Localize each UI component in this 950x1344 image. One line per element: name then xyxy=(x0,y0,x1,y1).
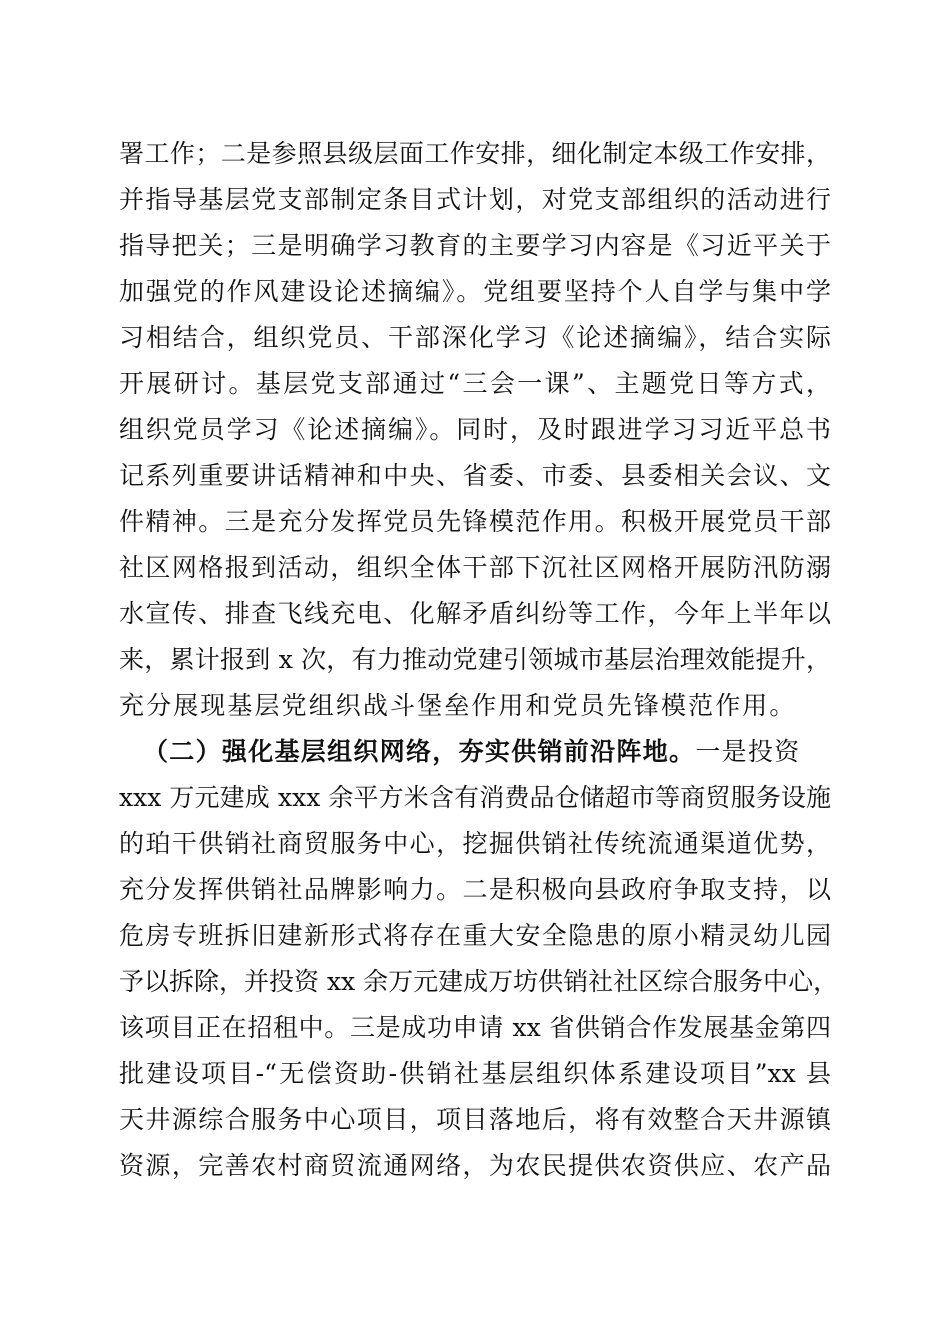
paragraph-line: 水宣传、排查飞线充电、化解矛盾纠纷等工作，今年上半年以 xyxy=(119,599,831,628)
paragraph-line: 的珀干供销社商贸服务中心，挖掘供销社传统流通渠道优势， xyxy=(119,829,831,858)
paragraph-line: xxx 万元建成 xxx 余平方米含有消费品仓储超市等商贸服务设施 xyxy=(119,783,831,812)
paragraph-line: 记系列重要讲话精神和中央、省委、市委、县委相关会议、文 xyxy=(119,461,831,490)
paragraph-line: 天井源综合服务中心项目，项目落地后，将有效整合天井源镇 xyxy=(119,1105,831,1134)
paragraph-last-line: 充分展现基层党组织战斗堡垒作用和党员先锋模范作用。 xyxy=(119,691,797,720)
paragraph-line: 件精神。三是充分发挥党员先锋模范作用。积极开展党员干部 xyxy=(119,507,831,536)
paragraph-line: 资源，完善农村商贸流通网络，为农民提供农资供应、农产品 xyxy=(119,1151,831,1180)
section-heading-rest: 一是投资 xyxy=(695,737,801,766)
paragraph-line: 署工作；二是参照县级层面工作安排，细化制定本级工作安排， xyxy=(119,139,831,168)
paragraph-line: 危房专班拆旧建新形式将存在重大安全隐患的原小精灵幼儿园 xyxy=(119,921,831,950)
paragraph-line: 开展研讨。基层党支部通过“三会一课”、主题党日等方式， xyxy=(119,369,831,398)
paragraph-line: 组织党员学习《论述摘编》。同时，及时跟进学习习近平总书 xyxy=(119,415,831,444)
paragraph-line: 批建设项目-“无偿资助-供销社基层组织体系建设项目”xx 县 xyxy=(119,1059,831,1088)
paragraph-line: 充分发挥供销社品牌影响力。二是积极向县政府争取支持，以 xyxy=(119,875,831,904)
paragraph-line: 并指导基层党支部制定条目式计划，对党支部组织的活动进行 xyxy=(119,185,831,214)
paragraph-line: 习相结合，组织党员、干部深化学习《论述摘编》，结合实际 xyxy=(119,323,831,352)
paragraph-line: 社区网格报到活动，组织全体干部下沉社区网格开展防汛防溺 xyxy=(119,553,831,582)
paragraph-line: 指导把关；三是明确学习教育的主要学习内容是《习近平关于 xyxy=(119,231,831,260)
paragraph-line: 加强党的作风建设论述摘编》。党组要坚持个人自学与集中学 xyxy=(119,277,831,306)
section-heading: （二）强化基层组织网络，夯实供销前沿阵地。 xyxy=(143,737,696,766)
section-heading-line xyxy=(119,729,831,775)
paragraph-line: 该项目正在招租中。三是成功申请 xx 省供销合作发展基金第四 xyxy=(119,1013,831,1042)
paragraph-line: 予以拆除，并投资 xx 余万元建成万坊供销社社区综合服务中心， xyxy=(119,967,839,996)
paragraph-line: 来，累计报到 x 次，有力推动党建引领城市基层治理效能提升， xyxy=(119,645,831,674)
